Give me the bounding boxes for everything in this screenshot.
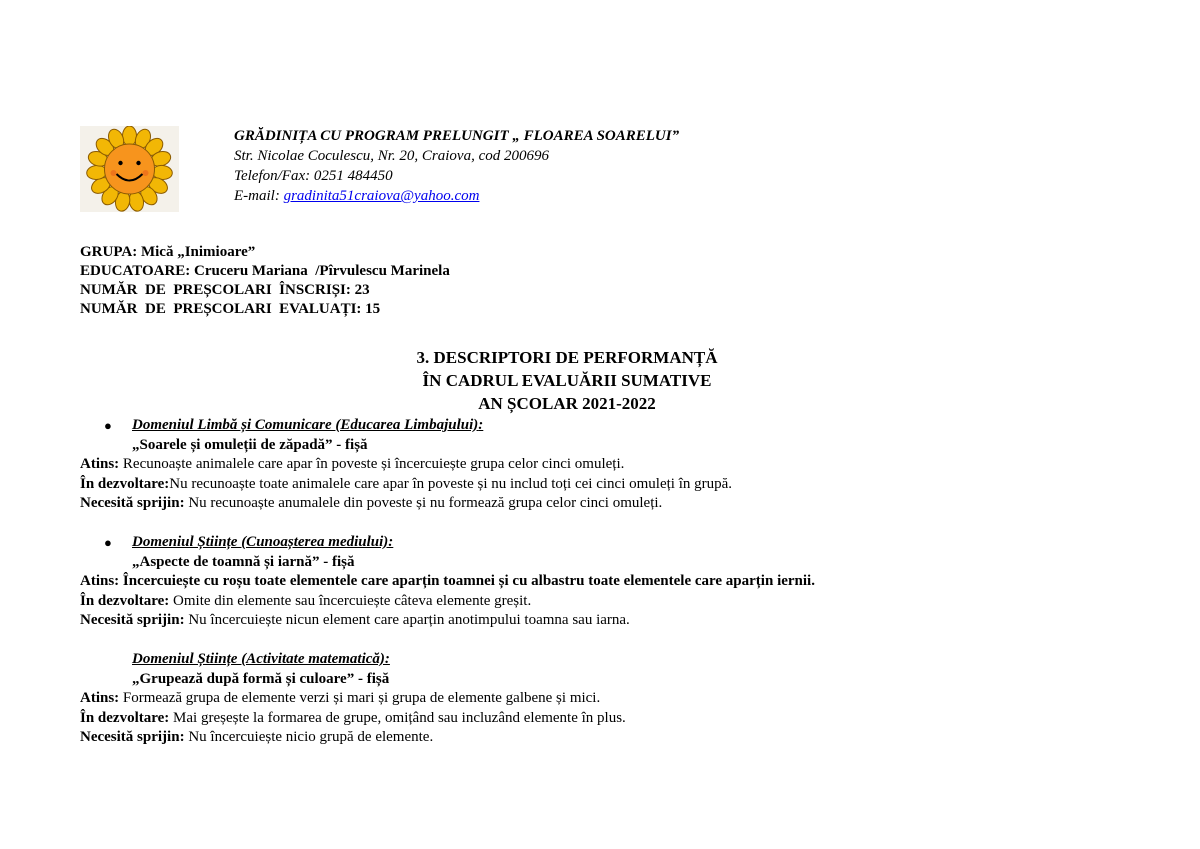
section-environment: [80, 533, 1140, 631]
kindergarten-email-row: [234, 186, 679, 206]
group-name: GRUPA: Mică „Inimioare”: [80, 244, 256, 260]
descriptor-developing: În dezvoltare:Nu recunoaște toate animalele care apar în poveste și nu includ toți cei cinci omuleți în grupă.: [80, 475, 733, 492]
section-math: [80, 650, 1140, 748]
page-title: [0, 346, 1134, 415]
title-line-1: 3. DESCRIPTORI DE PERFORMANȚĂ: [416, 348, 718, 367]
kindergarten-phone: Telefon/Fax: 0251 484450: [234, 168, 393, 184]
evaluated-count: NUMĂR DE PREȘCOLARI EVALUAȚI: 15: [80, 301, 381, 317]
worksheet-title: „Grupează după formă și culoare” - fișă: [132, 670, 390, 687]
worksheet-title: „Aspecte de toamnă și iarnă” - fișă: [132, 553, 355, 570]
descriptor-developing: În dezvoltare: Mai greșește la formarea de grupe, omițând sau incluzând elemente în plus.: [80, 709, 626, 726]
kindergarten-header: [234, 126, 679, 206]
worksheet-title: „Soarele și omuleții de zăpadă” - fișă: [132, 436, 368, 453]
section-language: [80, 416, 1140, 514]
sunflower-logo: [80, 126, 179, 212]
descriptor-needs-support: Necesită sprijin: Nu încercuiește nicio grupă de elemente.: [80, 729, 434, 746]
title-line-2: ÎN CADRUL EVALUĂRII SUMATIVE: [422, 371, 712, 390]
descriptor-achieved: Atins: Încercuiește cu roșu toate elementele care aparțin toamnei și cu albastru toate elementele care aparțin iernii.: [80, 573, 815, 590]
domain-title: ● Domeniul Limbă și Comunicare (Educarea Limbajului):: [80, 416, 1140, 436]
domain-title: ● Domeniul Științe (Cunoașterea mediului):: [80, 533, 1140, 553]
email-label: E-mail:: [234, 188, 284, 204]
descriptor-needs-support: Necesită sprijin: Nu încercuiește nicun element care aparțin anotimpului toamna sau iarna.: [80, 612, 630, 629]
bullet-icon: ●: [104, 418, 112, 433]
descriptor-achieved: Atins: Formează grupa de elemente verzi și mari și grupa de elemente galbene și mici.: [80, 690, 601, 707]
descriptor-developing: În dezvoltare: Omite din elemente sau încercuiește câteva elemente greșit.: [80, 592, 532, 609]
bullet-icon: ●: [104, 535, 112, 550]
kindergarten-name: GRĂDINIȚA CU PROGRAM PRELUNGIT „ FLOAREA SOARELUI”: [234, 128, 680, 144]
enrolled-count: NUMĂR DE PREȘCOLARI ÎNSCRIȘI: 23: [80, 282, 370, 298]
email-link[interactable]: gradinita51craiova@yahoo.com: [283, 188, 480, 204]
kindergarten-address: Str. Nicolae Coculescu, Nr. 20, Craiova, cod 200696: [234, 148, 549, 164]
domain-title: Domeniul Științe (Activitate matematică):: [132, 651, 390, 667]
group-info: [80, 243, 450, 319]
descriptor-needs-support: Necesită sprijin: Nu recunoaște anumalele din poveste și nu formează grupa celor cinci omuleți.: [80, 495, 663, 512]
descriptor-achieved: Atins: Recunoaște animalele care apar în poveste și încercuiește grupa celor cinci omuleți.: [80, 456, 625, 473]
teachers: EDUCATOARE: Cruceru Mariana /Pîrvulescu Marinela: [80, 263, 450, 279]
sunflower-icon: [80, 126, 179, 212]
title-line-3: AN ȘCOLAR 2021-2022: [478, 394, 656, 413]
